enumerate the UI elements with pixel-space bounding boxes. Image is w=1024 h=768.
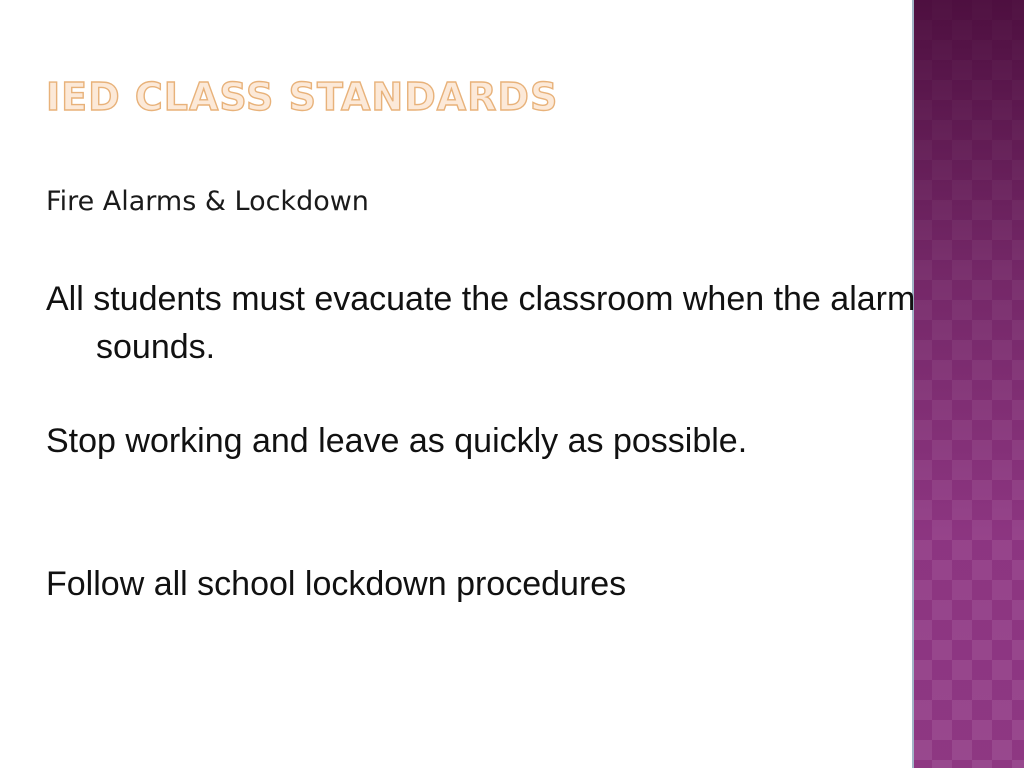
paragraph-evacuate: All students must evacuate the classroom when the alarm sounds. bbox=[46, 280, 916, 366]
paragraph-lockdown: Follow all school lockdown procedures bbox=[46, 565, 627, 603]
decorative-side-band bbox=[912, 0, 1024, 768]
paragraph-stop-working: Stop working and leave as quickly as possible. bbox=[46, 422, 748, 460]
side-band-border bbox=[912, 0, 914, 768]
slide-subtitle: Fire Alarms & Lockdown bbox=[46, 186, 369, 217]
slide-title: IED CLASS STANDARDS bbox=[46, 75, 559, 119]
